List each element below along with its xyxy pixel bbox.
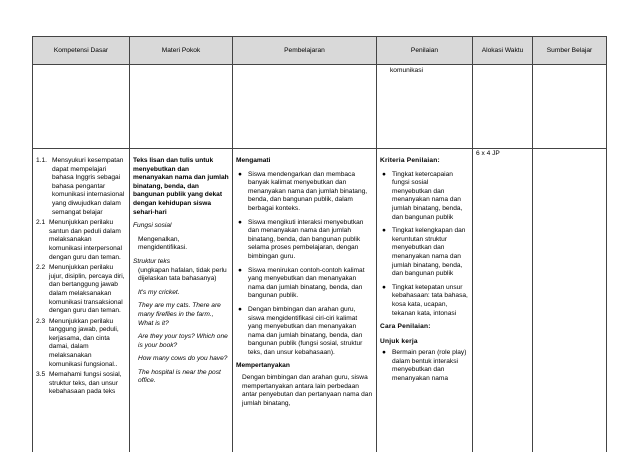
- fungsi-sosial-label: Fungsi sosial: [133, 222, 172, 230]
- pembelajaran-cell: [233, 149, 377, 452]
- materi-title: Teks lisan dan tulis untuk menyebutkan dan menanyakan nama dan jumlah binatang, benda, dan bangunan publik yang dekat dengan kehidupan siswa sehari-hari: [133, 157, 229, 216]
- kompetensi-item: 2.3 Menunjukkan perilaku tanggung jawab, peduli, kerjasama, dan cinta damai, dalam melaksanakan komunikasi fungsional..: [36, 317, 119, 368]
- mengamati-list: [236, 171, 373, 358]
- header-row: [33, 37, 607, 65]
- header-penilaian: Penilaian: [377, 37, 473, 65]
- kriteria-item: ● Tingkat ketepatan unsur kebahasaan: tata bahasa, kosa kata, ucapan, tekanan kata, intonasi: [382, 283, 468, 317]
- penilaian-cell: [377, 149, 473, 452]
- kompetensi-item: 1.1. Mensyukuri kesempatan dapat mempelajari bahasa Inggris sebagai bahasa pengantar komunikasi internasional yang diwujudkan dalam semangat belajar: [36, 157, 125, 216]
- unjuk-kerja-label: Unjuk kerja: [380, 337, 418, 345]
- mengamati-label: Mengamati: [236, 157, 271, 164]
- mengamati-item: ● Dengan bimbingan dan arahan guru, siswa mengidentifikasi ciri-ciri kalimat yang menyebutkan dan menanyakan nama dan jumlah binatang, benda, dan bangunan publik (fungsi sosial, struktur teks, dan unsur kebahasaan).: [238, 305, 363, 356]
- fungsi-sosial-text: Mengenalkan, mengidentifikasi.: [138, 235, 188, 252]
- example-sentence: How many cows do you have?: [138, 355, 228, 363]
- cont-materi-cell: [130, 65, 233, 149]
- mengamati-item: ● Siswa mendengarkan dan membaca banyak kalimat menyebutkan dan menanyakan nama dan jumlah binatang, benda, dan bangunan publik, dalam berbagai konteks.: [238, 170, 368, 212]
- kompetensi-list: [36, 157, 126, 397]
- unjuk-kerja-item: ● Bermain peran (role play) dalam bentuk interaksi menyebutkan dan menanyakan nama: [382, 349, 467, 383]
- cara-penilaian-label: Cara Penilaian:: [380, 323, 431, 331]
- header-alokasi-waktu: Alokasi Waktu: [473, 37, 533, 65]
- kriteria-list: [380, 171, 469, 319]
- header-pembelajaran: Pembelajaran: [233, 37, 377, 65]
- bullet-icon: ●: [238, 305, 242, 313]
- cont-alokasi-cell: [473, 65, 533, 149]
- bullet-icon: ●: [238, 170, 242, 178]
- kompetensi-dasar-cell: [33, 149, 130, 452]
- header-sumber-belajar: Sumber Belajar: [533, 37, 607, 65]
- syllabus-table: [32, 36, 607, 452]
- kompetensi-item: 2.2 Menunjukkan perilaku jujur, disiplin, percaya diri, dan bertanggung jawab dalam melaksanakan komunikasi transaksional dengan guru dan teman.: [36, 264, 125, 315]
- kompetensi-item: 2.1 Menunjukkan perilaku santun dan peduli dalam melaksanakan komunikasi interpersonal dengan guru dan teman.: [36, 219, 122, 261]
- mempertanyakan-label: Mempertanyakan: [236, 362, 290, 370]
- materi-pokok-cell: [130, 149, 233, 452]
- bullet-icon: ●: [382, 349, 386, 357]
- example-sentence: They are my cats. There are many fireflies in the farm., What is it?: [138, 302, 221, 327]
- sumber-belajar-cell: [533, 149, 607, 452]
- bullet-icon: ●: [382, 170, 386, 178]
- cont-pembelajaran-cell: [233, 65, 377, 149]
- kompetensi-item: 3.5 Memahami fungsi sosial, struktur teks, dan unsur kebahasaan pada teks: [36, 371, 122, 396]
- example-sentence: The hospital is near the post office.: [138, 368, 221, 385]
- bullet-icon: ●: [382, 227, 386, 235]
- bullet-icon: ●: [238, 218, 242, 226]
- struktur-teks-label: Struktur teks: [133, 257, 171, 265]
- alokasi-waktu-cell: [473, 149, 533, 452]
- kriteria-item: ● Tingkat ketercapaian fungsi sosial menyebutkan dan menanyakan nama dan jumlah binatang, benda, dan bangunan publik: [382, 170, 463, 221]
- mempertanyakan-text: Dengan bimbingan dan arahan guru, siswa mempertanyakan antara lain perbedaan antar penyebutan dan pertanyaan nama dan jumlah binatang,: [242, 374, 373, 407]
- cont-kompetensi-cell: [33, 65, 130, 149]
- mengamati-item: ● Siswa mengikuti interaksi menyebutkan dan menanyakan nama dan jumlah binatang, benda, dan bangunan publik selama proses pembelajaran, dengan bimbingan guru.: [238, 218, 364, 260]
- cont-penilaian-text: komunikasi: [390, 67, 423, 74]
- example-sentence: Are they your toys? Which one is your book?: [138, 333, 228, 349]
- mengamati-item: ● Siswa menirukan contoh-contoh kalimat yang menyebutkan dan menanyakan nama dan jumlah binatang, benda, dan bangunan publik.: [238, 266, 365, 300]
- bullet-icon: ●: [382, 283, 386, 291]
- example-sentence: It's my cricket.: [138, 288, 180, 296]
- struktur-teks-text: (ungkapan hafalan, tidak perlu dijelaskan tata bahasanya): [138, 266, 227, 283]
- header-kompetensi-dasar: Kompetensi Dasar: [33, 37, 130, 65]
- kriteria-item: ● Tingkat kelengkapan dan keruntutan struktur menyebutkan dan menanyakan nama dan jumlah binatang, benda, dan bangunan publik: [382, 227, 466, 278]
- alokasi-waktu-value: 6 x 4 JP: [476, 150, 500, 157]
- unjuk-kerja-list: [380, 349, 469, 383]
- kriteria-penilaian-label: Kriteria Penilaian:: [380, 157, 440, 164]
- main-row: [33, 149, 607, 452]
- header-materi-pokok: Materi Pokok: [130, 37, 233, 65]
- bullet-icon: ●: [238, 266, 242, 274]
- cont-sumber-cell: [533, 65, 607, 149]
- continuation-row: [33, 65, 607, 149]
- cont-penilaian-cell: [377, 65, 473, 149]
